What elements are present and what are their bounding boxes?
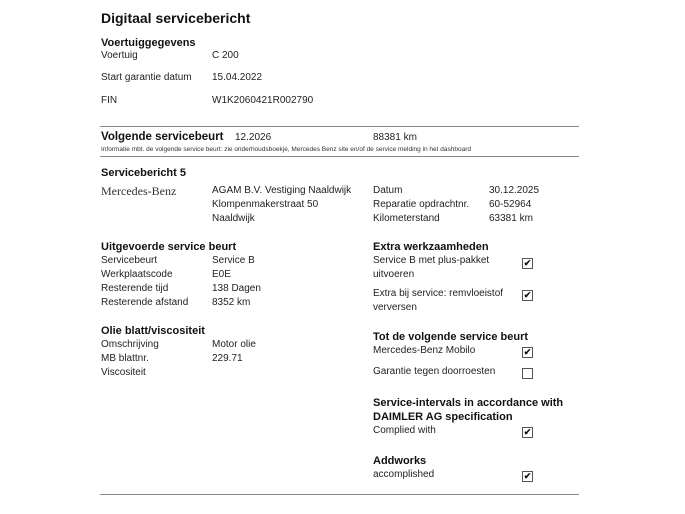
remaining-time-label: Resterende tijd bbox=[101, 283, 169, 294]
remaining-time-value: 138 Dagen bbox=[212, 283, 261, 294]
remaining-distance-label: Resterende afstand bbox=[101, 297, 189, 308]
oil-sheet-label: MB blattnr. bbox=[101, 353, 149, 364]
accomplished-checkbox[interactable]: ✔ bbox=[523, 471, 532, 481]
service-report-heading: Servicebericht 5 bbox=[101, 167, 186, 179]
next-service-label: Volgende servicebeurt bbox=[101, 131, 224, 143]
workshop-code-label: Werkplaatscode bbox=[101, 269, 173, 280]
intervals-heading-line2: DAIMLER AG specification bbox=[373, 411, 513, 423]
fin-label: FIN bbox=[101, 95, 118, 106]
dealer-city: Naaldwijk bbox=[212, 213, 255, 224]
viscosity-label: Viscositeit bbox=[101, 367, 146, 378]
service-type-label: Servicebeurt bbox=[101, 255, 158, 266]
remaining-distance-value: 8352 km bbox=[212, 297, 251, 308]
addworks-heading: Addworks bbox=[373, 455, 427, 467]
odometer-label: Kilometerstand bbox=[373, 213, 440, 224]
rust-warranty-checkbox[interactable] bbox=[522, 368, 533, 379]
order-number-value: 60-52964 bbox=[489, 199, 532, 210]
divider bbox=[100, 494, 579, 495]
complied-label: Complied with bbox=[373, 425, 436, 436]
vehicle-label: Voertuig bbox=[101, 50, 138, 61]
oil-description-value: Motor olie bbox=[212, 339, 256, 350]
service-type-value: Service B bbox=[212, 255, 255, 266]
vehicle-value: C 200 bbox=[212, 50, 239, 61]
fin-value: W1K2060421R002790 bbox=[212, 95, 314, 106]
extra-item-2-checkbox[interactable]: ✔ bbox=[523, 290, 532, 300]
order-number-label: Reparatie opdrachtnr. bbox=[373, 199, 470, 210]
odometer-value: 63381 km bbox=[489, 213, 533, 224]
complied-checkbox[interactable]: ✔ bbox=[523, 427, 532, 437]
until-next-heading: Tot de volgende service beurt bbox=[373, 331, 529, 343]
dealer-street: Klompenmakerstraat 50 bbox=[212, 199, 319, 210]
oil-heading: Olie blatt/viscositeit bbox=[101, 325, 205, 337]
performed-heading: Uitgevoerde service beurt bbox=[101, 241, 237, 253]
next-service-info: Informatie mbt. de volgende service beurt: zie onderhoudsboekje, Mercedes Benz site en/of de service melding in het dashboard bbox=[101, 146, 471, 153]
vehicle-heading: Voertuiggegevens bbox=[101, 37, 196, 49]
mobilo-checkbox[interactable]: ✔ bbox=[523, 347, 532, 357]
extra-item-1-checkbox[interactable]: ✔ bbox=[523, 258, 532, 268]
workshop-code-value: E0E bbox=[212, 269, 231, 280]
date-label: Datum bbox=[373, 185, 403, 196]
extra-item-2-line2: verversen bbox=[373, 302, 417, 313]
next-service-km: 88381 km bbox=[373, 132, 417, 143]
extra-item-1-line1: Service B met plus-pakket bbox=[373, 255, 490, 266]
intervals-heading-line1: Service-intervals in accordance with bbox=[373, 397, 564, 409]
rust-warranty-label: Garantie tegen doorroesten bbox=[373, 366, 496, 377]
oil-description-label: Omschrijving bbox=[101, 339, 159, 350]
extra-heading: Extra werkzaamheden bbox=[373, 241, 489, 253]
warranty-start-value: 15.04.2022 bbox=[212, 72, 263, 83]
dealer-name: AGAM B.V. Vestiging Naaldwijk bbox=[212, 185, 352, 196]
warranty-start-label: Start garantie datum bbox=[101, 72, 192, 83]
date-value: 30.12.2025 bbox=[489, 185, 540, 196]
accomplished-label: accomplished bbox=[373, 469, 435, 480]
page-title: Digitaal servicebericht bbox=[101, 10, 251, 26]
next-service-date: 12.2026 bbox=[235, 132, 272, 143]
extra-item-2-line1: Extra bij service: remvloeistof bbox=[373, 288, 504, 299]
oil-sheet-value: 229.71 bbox=[212, 353, 243, 364]
divider bbox=[100, 156, 579, 157]
mercedes-benz-logo: Mercedes-Benz bbox=[101, 184, 177, 198]
divider bbox=[100, 126, 579, 127]
mobilo-label: Mercedes-Benz Mobilo bbox=[373, 345, 476, 356]
extra-item-1-line2: uitvoeren bbox=[373, 269, 415, 280]
